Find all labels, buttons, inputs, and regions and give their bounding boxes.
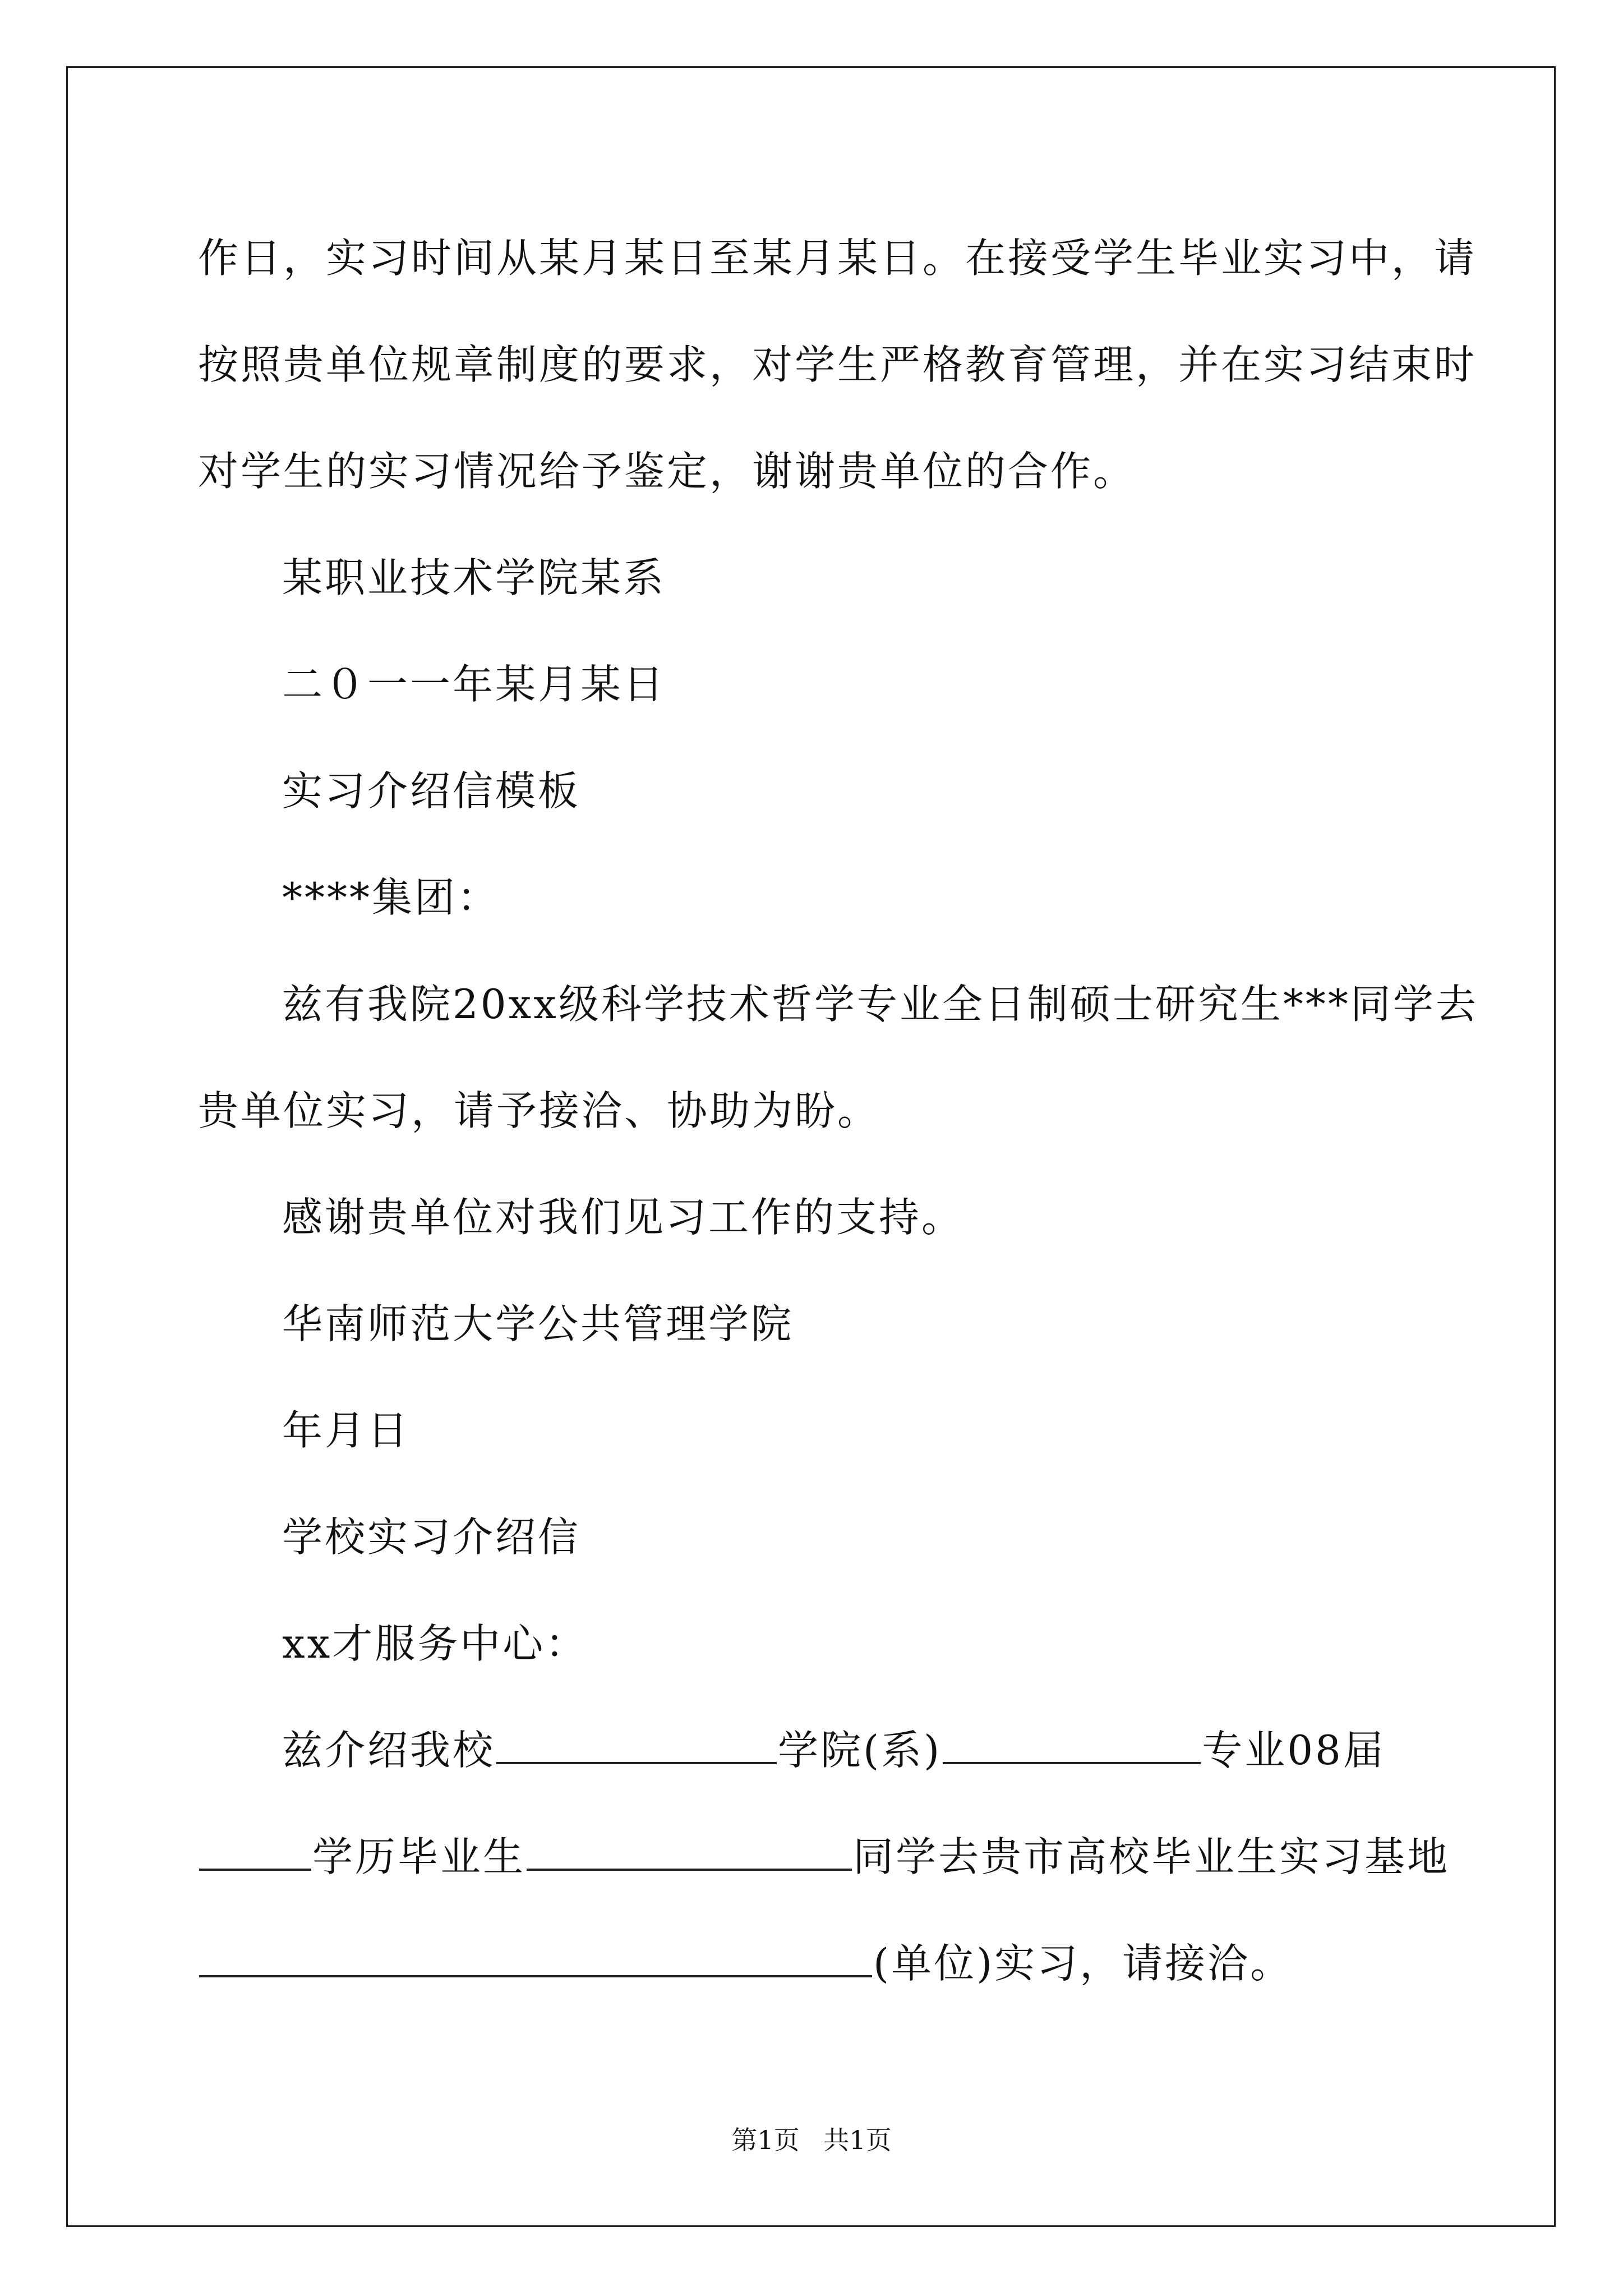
page-number: 第1页 — [731, 2125, 800, 2155]
blank-field[interactable] — [496, 1723, 777, 1764]
sender-name: 某职业技术学院某系 — [282, 554, 666, 601]
paragraph-line: 贵单位实习，请予接洽、协助为盼。 — [198, 1087, 880, 1134]
fill-text: 专业08届 — [1202, 1727, 1386, 1774]
page-total: 共1页 — [823, 2125, 892, 2155]
blank-field[interactable] — [527, 1829, 852, 1871]
fill-text: 学历毕业生 — [312, 1833, 526, 1880]
fill-text: (单位)实习，请接洽。 — [873, 1940, 1293, 1987]
fill-text: 同学去贵市高校毕业生实习基地 — [853, 1833, 1450, 1880]
recipient-line: ****集团： — [282, 874, 500, 921]
fill-in-line — [198, 1930, 1293, 1997]
paragraph-line: 感谢贵单位对我们见习工作的支持。 — [282, 1194, 965, 1241]
date-line: 年月日 — [282, 1407, 411, 1454]
paragraph-line: 作日，实习时间从某月某日至某月某日。在接受学生毕业实习中，请 — [198, 234, 1477, 282]
section-title: 实习介绍信模板 — [282, 767, 581, 815]
section-title: 学校实习介绍信 — [282, 1513, 581, 1561]
sender-name: 华南师范大学公共管理学院 — [282, 1300, 794, 1347]
fill-text: 学院(系) — [778, 1727, 942, 1774]
blank-field[interactable] — [199, 1936, 872, 1977]
fill-in-line — [198, 1823, 1450, 1890]
blank-field[interactable] — [199, 1829, 311, 1871]
blank-field[interactable] — [943, 1723, 1201, 1764]
recipient-line: xx才服务中心： — [282, 1620, 588, 1667]
date-line: 二０一一年某月某日 — [282, 661, 666, 708]
paragraph-line: 对学生的实习情况给予鉴定，谢谢贵单位的合作。 — [198, 448, 1136, 495]
paragraph-line: 兹有我院20xx级科学技术哲学专业全日制硕士研究生***同学去 — [282, 981, 1478, 1028]
page-footer — [0, 2123, 1623, 2157]
fill-text: 兹介绍我校 — [282, 1727, 496, 1774]
fill-in-line — [282, 1717, 1386, 1784]
paragraph-line: 按照贵单位规章制度的要求，对学生严格教育管理，并在实习结束时 — [198, 341, 1477, 388]
